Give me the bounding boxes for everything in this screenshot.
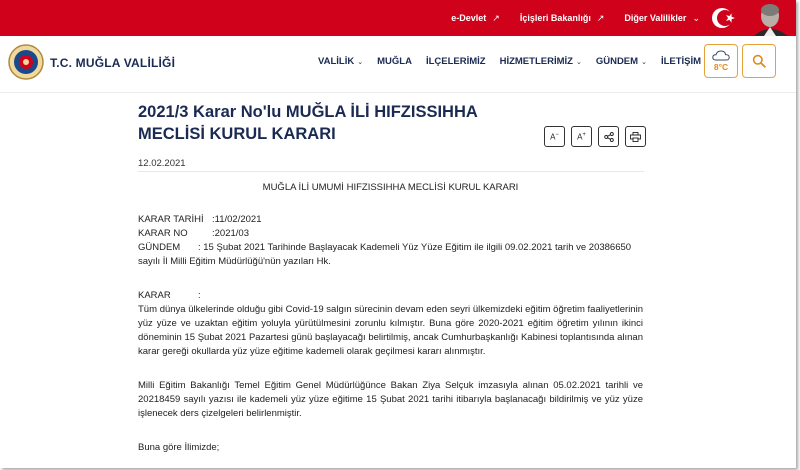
meta-key: KARAR NO: [138, 228, 188, 239]
decrease-font-button[interactable]: [544, 126, 565, 147]
increase-font-button[interactable]: [571, 126, 592, 147]
nav-label: İLETİŞİM: [660, 56, 702, 67]
nav-label: İLÇELERİMİZ: [425, 56, 486, 67]
article-body: [138, 181, 643, 455]
arrow-icon: ↗: [492, 12, 500, 23]
gundem-row: [138, 241, 643, 255]
document-heading: MUĞLA İLİ UMUMİ HIFZISSIHHA MECLİSİ KURUL KARARI: [262, 182, 519, 193]
print-icon: [630, 132, 641, 142]
top-links: [451, 0, 700, 36]
chevron-down-icon: ⌄: [692, 12, 700, 23]
chevron-down-icon: ⌄: [575, 58, 582, 66]
weather-widget[interactable]: [704, 44, 738, 78]
chevron-down-icon: ⌄: [641, 58, 647, 66]
valilik-seal-icon: [8, 44, 44, 80]
share-icon: [604, 132, 614, 142]
brand-title[interactable]: T.C. MUĞLA VALİLİĞİ: [50, 56, 176, 70]
mugla-logo[interactable]: [8, 44, 44, 80]
share-button[interactable]: [598, 126, 619, 147]
article-date: 12.02.2021: [138, 158, 186, 169]
top-bar: [0, 0, 796, 36]
meta-row: [138, 227, 643, 241]
meta-value: :11/02/2021: [212, 214, 262, 225]
icisleri-label: İçişleri Bakanlığı: [519, 13, 591, 23]
search-button[interactable]: [742, 44, 776, 78]
nav-item-mugla[interactable]: [377, 56, 412, 67]
nav-label: MUĞLA: [377, 56, 412, 67]
nav-item-iletisim[interactable]: [661, 56, 701, 67]
flag-banner: [704, 0, 796, 36]
site-header: [0, 36, 796, 93]
nav-item-hizmetlerimiz[interactable]: [500, 56, 582, 67]
chevron-down-icon: ⌄: [357, 58, 364, 66]
karar-row: [138, 289, 643, 303]
weather-temp: 8°C: [713, 62, 729, 72]
diger-valilikler-label: Diğer Valilikler: [624, 13, 687, 23]
paragraph: Tüm dünya ülkelerinde olduğu gibi Covid-19 salgın sürecinin devam eden seyri ülkemizdeki eğitim öğretim faaliyetlerinin yüz yüze ve uzaktan eğitim yoluyla yürütülmesini zorunlu kılmıştır. Buna göre 2020-2021 eğitim öğretim yılının ikinci döneminin 15 Şubat 2021 Pazartesi günü başlayacağı belirtilmiş, ancak Cumhurbaşkanlığı Kabinesi toplantısında alınan karar gereği okullarda yüz yüze eğitime kademeli olarak geçilmesi kararı alınmıştır.: [138, 304, 643, 357]
gundem-continuation: sayılı İl Milli Eğitim Müdürlüğü'nün yazıları Hk.: [138, 256, 331, 267]
meta-key: KARAR TARİHİ: [138, 214, 204, 225]
paragraph: Buna göre İlimizde;: [138, 442, 220, 453]
gundem-key: GÜNDEM: [138, 242, 181, 253]
article-title: 2021/3 Karar No'lu MUĞLA İLİ HIFZISSIHHA MECLİSİ KURUL KARARI: [138, 103, 478, 143]
main-nav: [318, 56, 701, 67]
karar-key: KARAR: [138, 290, 171, 301]
edevlet-link[interactable]: [451, 13, 500, 24]
divider: [138, 171, 644, 172]
cloud-icon: [712, 50, 730, 61]
nav-label: HİZMETLERİMİZ: [499, 56, 573, 67]
nav-item-gundem[interactable]: [596, 56, 647, 67]
decrease-font-icon: A−: [550, 131, 559, 142]
edevlet-label: e-Devlet: [451, 13, 487, 23]
increase-font-icon: A+: [577, 131, 586, 142]
gundem-value: : 15 Şubat 2021 Tarihinde Başlayacak Kademeli Yüz Yüze Eğitim ile ilgili 09.02.2021 tarih ve 20386650: [198, 242, 632, 253]
icisleri-link[interactable]: [520, 13, 605, 24]
turkish-flag-icon: [704, 0, 796, 36]
search-icon: [752, 54, 766, 68]
meta-row: [138, 213, 643, 227]
print-button[interactable]: [625, 126, 646, 147]
arrow-icon: ↗: [596, 12, 605, 23]
nav-item-ilcelerimiz[interactable]: [426, 56, 486, 67]
article-tools: [544, 126, 646, 147]
karar-colon: :: [198, 290, 201, 301]
nav-label: GÜNDEM: [595, 56, 639, 67]
meta-value: :2021/03: [212, 228, 249, 239]
paragraph: Milli Eğitim Bakanlığı Temel Eğitim Genel Müdürlüğünce Bakan Ziya Selçuk imzasıyla alınan 05.02.2021 tarihli ve 20218459 sayılı yazısı ile kademeli yüz yüze eğitime 15 Şubat 2021 tarihi itibarıyla başlanacağı bildirilmiş ve yüz yüze işlenecek ders çizelgeleri belirlenmiştir.: [138, 380, 643, 419]
nav-item-valilik[interactable]: [318, 56, 363, 67]
diger-valilikler-dropdown[interactable]: [624, 13, 700, 24]
nav-label: VALİLİK: [318, 56, 355, 67]
